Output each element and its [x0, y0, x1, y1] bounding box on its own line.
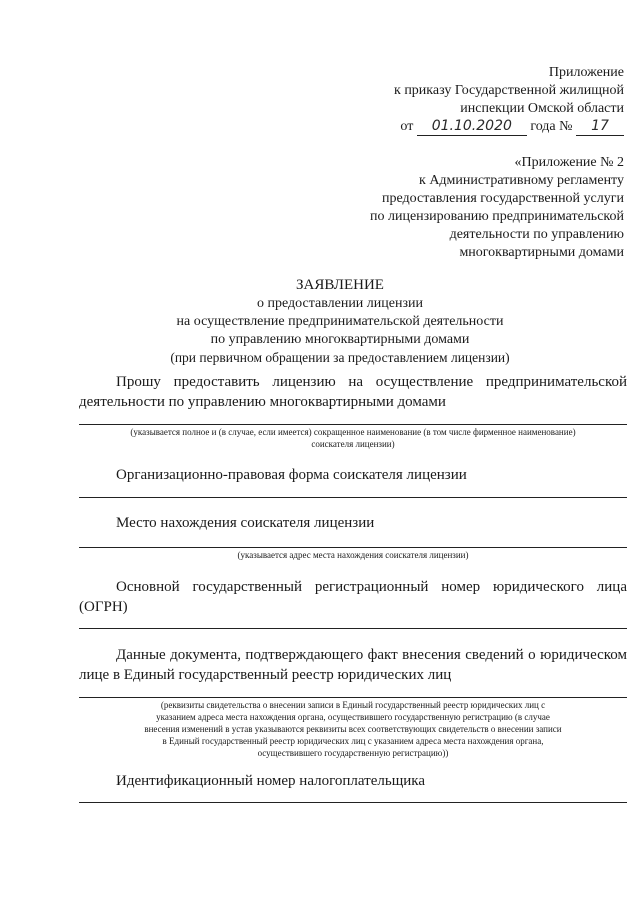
title-sub3: по управлению многоквартирными домами	[210, 332, 470, 347]
location-label: Место нахождения соискателя лицензии	[116, 515, 375, 531]
appendix2-line1: «Приложение № 2	[514, 155, 624, 170]
location-underline	[79, 547, 627, 548]
title-sub4: (при первичном обращении за предоставлением лицензии)	[170, 350, 510, 365]
header-block	[204, 64, 624, 136]
appendix2-line5: деятельности по управлению	[449, 227, 624, 242]
org-form-underline	[79, 497, 627, 498]
ogrn-underline	[79, 628, 627, 629]
order-date-line	[204, 118, 624, 136]
appendix2-line4: по лицензированию предпринимательской	[369, 209, 624, 224]
name-hint	[79, 426, 627, 450]
document-title	[40, 275, 640, 366]
registry-doc-paragraph	[79, 645, 627, 685]
date-prefix: от	[400, 119, 414, 134]
ogrn-line1: Основной государственный регистрационный номер юридического лица	[116, 579, 627, 595]
org-form-label: Организационно-правовая форма соискателя лицензии	[116, 467, 467, 483]
order-reference: к приказу Государственной жилищной	[394, 83, 624, 98]
year-number-label: года №	[530, 119, 573, 134]
order-number-value: 17	[591, 118, 609, 134]
appendix-label: Приложение	[548, 65, 624, 80]
request-paragraph	[79, 372, 627, 412]
order-number-field	[576, 118, 624, 136]
title-main: ЗАЯВЛЕНИЕ	[296, 277, 384, 293]
name-underline	[79, 424, 627, 425]
registry-doc-hint	[79, 699, 627, 759]
ogrn-paragraph	[79, 577, 627, 617]
registry-doc-hint-line4: в Единый государственный реестр юридических лиц с указанием адреса места нахождения органа,	[162, 736, 544, 746]
registry-doc-underline	[79, 697, 627, 698]
request-line2: деятельности по управлению многоквартирными домами	[79, 394, 446, 410]
inn-label: Идентификационный номер налогоплательщика	[116, 773, 426, 789]
title-sub1: о предоставлении лицензии	[256, 296, 423, 311]
registry-doc-hint-line2: указанием адреса места нахождения органа, осуществившего государственную регистрацию (в случае	[156, 712, 550, 722]
name-hint-line2: соискателя лицензии)	[311, 439, 395, 449]
inspection-name: инспекции Омской области	[460, 101, 624, 116]
registry-doc-line2: лице в Единый государственный реестр юридических лиц	[79, 667, 452, 683]
registry-doc-hint-line1: (реквизиты свидетельства о внесении записи в Единый государственный реестр юридических лиц с	[160, 700, 546, 710]
appendix2-line6: многоквартирными домами	[459, 245, 624, 260]
name-hint-line1: (указывается полное и (в случае, если имеется) сокращенное наименование (в том числе фирменное наименование)	[130, 427, 576, 437]
appendix2-line2: к Административному регламенту	[419, 173, 624, 188]
order-date-field	[417, 118, 527, 136]
request-line1: Прошу предоставить лицензию на осуществление предпринимательской	[116, 374, 627, 390]
address-hint: (указывается адрес места нахождения соискателя лицензии)	[237, 550, 469, 560]
title-sub2: на осуществление предпринимательской деятельности	[176, 314, 504, 329]
order-date-value: 01.10.2020	[431, 118, 512, 134]
appendix2-line3: предоставления государственной услуги	[382, 191, 624, 206]
registry-doc-line1: Данные документа, подтверждающего факт внесения сведений о юридическом	[116, 647, 627, 663]
ogrn-line2: (ОГРН)	[79, 599, 128, 615]
registry-doc-hint-line3: внесения изменений в устав указываются реквизиты всех соответствующих свидетельств о внесении записи	[144, 724, 562, 734]
appendix2-block	[204, 154, 624, 262]
registry-doc-hint-line5: осуществившего государственную регистрацию))	[257, 748, 449, 758]
inn-underline	[79, 802, 627, 803]
